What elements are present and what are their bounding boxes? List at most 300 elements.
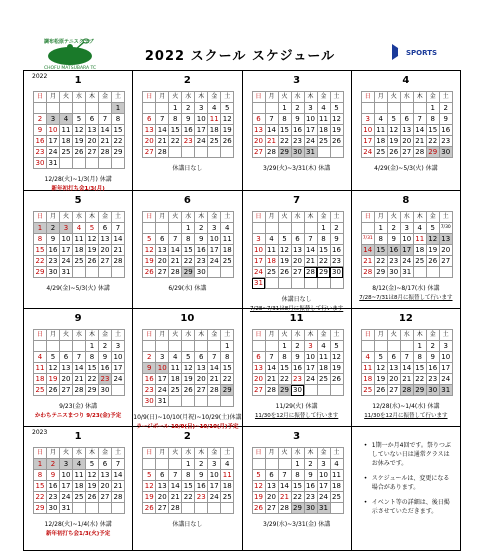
month-calendar <box>252 91 344 158</box>
weekday-header: 日 <box>34 92 47 103</box>
day-cell <box>278 278 291 289</box>
day-cell: 12 <box>182 363 195 374</box>
weekday-header-row <box>361 212 452 223</box>
day-cell: 7 <box>265 114 278 125</box>
month-note: 7/28~7/31は8月に振替して行います <box>359 295 453 301</box>
day-cell <box>182 396 195 407</box>
day-cell: 27 <box>99 492 112 503</box>
weekday-header: 土 <box>330 92 343 103</box>
day-cell: 25 <box>169 385 182 396</box>
month-calendar <box>252 211 344 289</box>
weekday-header: 月 <box>47 448 60 459</box>
day-cell <box>252 459 265 470</box>
day-cell: 18 <box>73 481 86 492</box>
day-cell: 23 <box>330 256 343 267</box>
month-calendar <box>142 211 234 278</box>
weekday-header: 土 <box>112 92 125 103</box>
weekday-header: 月 <box>47 92 60 103</box>
day-cell <box>330 385 343 396</box>
weekday-header: 土 <box>439 92 452 103</box>
weekday-header: 火 <box>278 448 291 459</box>
day-cell <box>143 459 156 470</box>
day-cell: 22 <box>182 256 195 267</box>
day-cell: 24 <box>156 385 169 396</box>
day-cell: 28 <box>169 503 182 514</box>
week-row <box>34 341 125 352</box>
month-note: 12/28(火)~1/4(水) 休講 <box>44 521 112 528</box>
day-cell <box>195 396 208 407</box>
day-cell: 14 <box>361 245 374 256</box>
week-row <box>361 234 452 245</box>
day-cell: 13 <box>99 470 112 481</box>
day-cell: 20 <box>156 256 169 267</box>
day-cell <box>426 267 439 278</box>
week-row <box>252 278 343 289</box>
day-cell: 5 <box>73 114 86 125</box>
day-cell: 23 <box>291 136 304 147</box>
day-cell: 2 <box>291 103 304 114</box>
day-cell: 20 <box>291 256 304 267</box>
day-cell: 13 <box>291 245 304 256</box>
day-cell: 14 <box>265 363 278 374</box>
day-cell: 5 <box>387 114 400 125</box>
day-cell: 8 <box>169 114 182 125</box>
day-cell: 27 <box>143 147 156 158</box>
day-cell: 10 <box>60 234 73 245</box>
day-cell: 10 <box>252 245 265 256</box>
week-row <box>34 256 125 267</box>
day-cell: 4 <box>169 352 182 363</box>
day-cell: 19 <box>47 374 60 385</box>
day-cell: 13 <box>252 125 265 136</box>
day-cell <box>265 278 278 289</box>
day-cell: 27 <box>387 385 400 396</box>
day-cell: 10 <box>60 470 73 481</box>
month-note: 11/30を12月に振替して行います <box>254 413 339 419</box>
week-row <box>143 267 234 278</box>
day-cell: 2 <box>439 103 452 114</box>
day-cell: 19 <box>387 136 400 147</box>
weekday-header: 日 <box>361 330 374 341</box>
day-cell: 2 <box>47 459 60 470</box>
day-cell: 5 <box>182 352 195 363</box>
day-cell: 23 <box>387 256 400 267</box>
day-cell: 30 <box>304 503 317 514</box>
day-cell: 13 <box>86 125 99 136</box>
day-cell: 16 <box>426 363 439 374</box>
day-cell: 5 <box>426 223 439 234</box>
month-cell <box>133 309 242 430</box>
day-cell: 24 <box>304 136 317 147</box>
day-cell: 20 <box>265 492 278 503</box>
day-cell <box>400 341 413 352</box>
day-cell: 3 <box>47 114 60 125</box>
day-cell: 10 <box>317 470 330 481</box>
weekday-header: 火 <box>169 330 182 341</box>
month-calendar <box>33 91 125 169</box>
day-cell <box>99 503 112 514</box>
day-cell <box>374 103 387 114</box>
day-cell: 21 <box>99 136 112 147</box>
day-cell: 4 <box>361 352 374 363</box>
month-cell <box>133 191 242 309</box>
day-cell: 11 <box>265 245 278 256</box>
day-cell: 21 <box>156 136 169 147</box>
day-cell: 1 <box>278 341 291 352</box>
day-cell: 22 <box>34 256 47 267</box>
day-cell: 16 <box>47 245 60 256</box>
day-cell: 31 <box>439 385 452 396</box>
day-cell: 3 <box>195 103 208 114</box>
day-cell <box>112 158 125 169</box>
month-label: 9 <box>74 313 82 324</box>
day-cell: 12 <box>278 245 291 256</box>
day-cell: 12 <box>330 352 343 363</box>
day-cell: 12 <box>143 481 156 492</box>
day-cell: 7 <box>112 459 125 470</box>
day-cell: 18 <box>317 363 330 374</box>
weekday-header: 土 <box>439 330 452 341</box>
day-cell: 9 <box>291 114 304 125</box>
month-cell <box>24 191 133 309</box>
weekday-header: 日 <box>361 212 374 223</box>
month-note: 休講日なし <box>281 296 312 303</box>
weekday-header: 水 <box>400 330 413 341</box>
month-label: 4 <box>402 75 410 86</box>
week-row <box>143 396 234 407</box>
day-cell: 11 <box>221 470 234 481</box>
day-cell: 6 <box>156 234 169 245</box>
weekday-header: 月 <box>156 92 169 103</box>
day-cell: 15 <box>34 245 47 256</box>
day-cell: 1 <box>169 103 182 114</box>
day-cell: 10 <box>304 352 317 363</box>
day-cell: 5 <box>330 341 343 352</box>
month-calendar <box>142 91 234 158</box>
day-cell: 19 <box>143 256 156 267</box>
day-cell: 26 <box>330 136 343 147</box>
day-cell: 14 <box>169 245 182 256</box>
day-cell <box>361 103 374 114</box>
weekday-header: 日 <box>34 330 47 341</box>
weekday-header: 日 <box>252 92 265 103</box>
weekday-header: 金 <box>99 448 112 459</box>
day-cell <box>99 158 112 169</box>
day-cell: 6 <box>252 114 265 125</box>
week-row <box>252 352 343 363</box>
month-cell <box>352 309 461 427</box>
weekday-header: 火 <box>169 448 182 459</box>
month-label: 12 <box>398 313 413 324</box>
day-cell <box>208 267 221 278</box>
day-cell <box>221 147 234 158</box>
day-cell: 11 <box>73 470 86 481</box>
weekday-header-row <box>34 448 125 459</box>
day-cell: 19 <box>221 125 234 136</box>
day-cell: 6 <box>60 352 73 363</box>
day-cell: 30 <box>47 503 60 514</box>
day-cell: 10 <box>112 352 125 363</box>
day-cell: 6 <box>86 114 99 125</box>
day-cell <box>34 341 47 352</box>
day-cell: 24 <box>47 147 60 158</box>
day-cell: 17 <box>195 125 208 136</box>
month-label: 10 <box>180 313 195 324</box>
day-cell: 27 <box>252 385 265 396</box>
bullet-icon: • <box>363 475 368 482</box>
day-cell: 7/30 <box>439 223 452 234</box>
day-cell: 25 <box>60 147 73 158</box>
week-row <box>143 223 234 234</box>
day-cell: 28 <box>112 256 125 267</box>
day-cell: 8 <box>278 114 291 125</box>
week-row <box>252 363 343 374</box>
day-cell: 23 <box>143 385 156 396</box>
day-cell: 7 <box>73 352 86 363</box>
day-cell: 30 <box>291 147 304 158</box>
day-cell: 3 <box>361 114 374 125</box>
day-cell <box>374 341 387 352</box>
day-cell: 14 <box>278 481 291 492</box>
week-row <box>252 341 343 352</box>
weekday-header: 火 <box>278 92 291 103</box>
day-cell: 13 <box>252 363 265 374</box>
day-cell: 26 <box>374 385 387 396</box>
bullet-icon: • <box>363 442 368 449</box>
week-row <box>34 125 125 136</box>
week-row <box>34 374 125 385</box>
day-cell: 15 <box>182 481 195 492</box>
day-cell <box>156 341 169 352</box>
day-cell: 19 <box>426 245 439 256</box>
weekday-header: 金 <box>426 330 439 341</box>
day-cell: 28 <box>99 147 112 158</box>
day-cell <box>99 267 112 278</box>
day-cell: 15 <box>221 363 234 374</box>
day-cell: 4 <box>221 459 234 470</box>
month-cell <box>352 71 461 191</box>
weekday-header: 土 <box>439 212 452 223</box>
day-cell: 2 <box>47 223 60 234</box>
day-cell: 9 <box>47 470 60 481</box>
week-row <box>143 374 234 385</box>
week-row <box>252 234 343 245</box>
day-cell: 2 <box>291 341 304 352</box>
day-cell: 6 <box>99 223 112 234</box>
day-cell <box>413 103 426 114</box>
day-cell <box>208 396 221 407</box>
day-cell: 4 <box>330 459 343 470</box>
day-cell: 20 <box>400 136 413 147</box>
day-cell: 26 <box>426 256 439 267</box>
day-cell: 1 <box>34 459 47 470</box>
day-cell: 17 <box>60 481 73 492</box>
week-row <box>361 385 452 396</box>
day-cell: 25 <box>317 136 330 147</box>
day-cell: 29 <box>413 385 426 396</box>
day-cell: 24 <box>400 256 413 267</box>
calendar-row-3 <box>24 309 461 430</box>
day-cell: 23 <box>426 374 439 385</box>
weekday-header: 水 <box>400 92 413 103</box>
weekday-header: 土 <box>112 212 125 223</box>
day-cell: 9 <box>195 234 208 245</box>
week-row <box>361 245 452 256</box>
week-row <box>143 136 234 147</box>
info-text: スケジュールは、変更になる場合があります。 <box>371 475 450 491</box>
day-cell: 7/31 <box>361 234 374 245</box>
day-cell: 6 <box>400 114 413 125</box>
day-cell: 13 <box>99 234 112 245</box>
day-cell: 16 <box>34 136 47 147</box>
day-cell: 9 <box>426 352 439 363</box>
day-cell: 31 <box>400 267 413 278</box>
day-cell: 4 <box>413 223 426 234</box>
day-cell: 21 <box>361 256 374 267</box>
day-cell: 22 <box>374 256 387 267</box>
week-row <box>34 481 125 492</box>
day-cell: 22 <box>278 136 291 147</box>
month-cell <box>24 427 133 551</box>
week-row <box>34 147 125 158</box>
month-cell <box>352 191 461 309</box>
day-cell <box>86 158 99 169</box>
day-cell <box>156 459 169 470</box>
day-cell: 7 <box>208 352 221 363</box>
week-row <box>361 136 452 147</box>
day-cell: 5 <box>47 352 60 363</box>
day-cell: 17 <box>400 245 413 256</box>
day-cell: 19 <box>252 492 265 503</box>
day-cell: 15 <box>426 125 439 136</box>
weekday-header-row <box>34 330 125 341</box>
month-cell <box>133 71 242 191</box>
month-calendar <box>33 447 125 514</box>
day-cell: 29 <box>278 385 291 396</box>
day-cell: 5 <box>86 223 99 234</box>
day-cell: 7 <box>413 114 426 125</box>
month-calendar <box>142 329 234 407</box>
weekday-header: 木 <box>195 330 208 341</box>
day-cell: 17 <box>47 136 60 147</box>
day-cell: 13 <box>60 363 73 374</box>
week-row <box>34 385 125 396</box>
day-cell: 24 <box>195 136 208 147</box>
weekday-header: 火 <box>278 212 291 223</box>
week-row <box>34 114 125 125</box>
weekday-header: 木 <box>413 92 426 103</box>
day-cell: 20 <box>252 136 265 147</box>
day-cell: 29 <box>291 503 304 514</box>
week-row <box>361 223 452 234</box>
weekday-header: 水 <box>73 330 86 341</box>
day-cell: 18 <box>361 374 374 385</box>
day-cell: 20 <box>99 481 112 492</box>
sports-brand-icon <box>390 40 440 64</box>
day-cell <box>73 158 86 169</box>
day-cell: 25 <box>73 492 86 503</box>
bullet-icon: • <box>363 499 368 506</box>
day-cell: 11 <box>361 363 374 374</box>
day-cell: 21 <box>265 136 278 147</box>
month-note: 3/29(火)~3/31(木) 休講 <box>263 165 331 172</box>
weekday-header: 木 <box>304 330 317 341</box>
day-cell: 17 <box>112 363 125 374</box>
day-cell: 31 <box>156 396 169 407</box>
day-cell: 25 <box>221 492 234 503</box>
day-cell: 28 <box>265 147 278 158</box>
day-cell: 26 <box>252 503 265 514</box>
day-cell: 13 <box>156 245 169 256</box>
day-cell: 9 <box>330 234 343 245</box>
weekday-header: 水 <box>182 92 195 103</box>
day-cell: 15 <box>182 245 195 256</box>
week-row <box>252 125 343 136</box>
day-cell <box>143 341 156 352</box>
day-cell <box>112 267 125 278</box>
day-cell: 30 <box>439 147 452 158</box>
day-cell <box>169 459 182 470</box>
weekday-header: 火 <box>60 212 73 223</box>
day-cell: 22 <box>317 256 330 267</box>
week-row <box>143 147 234 158</box>
day-cell: 2 <box>99 341 112 352</box>
weekday-header: 金 <box>426 212 439 223</box>
day-cell: 28 <box>112 492 125 503</box>
day-cell <box>156 103 169 114</box>
week-row <box>361 341 452 352</box>
day-cell: 3 <box>304 341 317 352</box>
weekday-header: 日 <box>252 212 265 223</box>
day-cell: 13 <box>400 125 413 136</box>
day-cell <box>278 459 291 470</box>
week-row <box>361 374 452 385</box>
info-text: 1期一か月4回です。祭りつぶしていない日は通常クラスはお休みです。 <box>371 442 451 467</box>
day-cell: 1 <box>317 223 330 234</box>
club-logo-bottom-text: CHOFU MATSUBARA TC <box>44 66 97 71</box>
day-cell <box>330 147 343 158</box>
day-cell <box>413 267 426 278</box>
day-cell: 26 <box>47 385 60 396</box>
day-cell: 30 <box>387 267 400 278</box>
weekday-header: 金 <box>99 92 112 103</box>
month-cell <box>243 427 352 551</box>
day-cell <box>112 503 125 514</box>
calendar-row-2 <box>24 191 461 312</box>
day-cell: 12 <box>330 114 343 125</box>
day-cell: 18 <box>221 245 234 256</box>
day-cell: 18 <box>317 125 330 136</box>
day-cell <box>291 223 304 234</box>
day-cell: 9 <box>99 352 112 363</box>
weekday-header: 土 <box>330 330 343 341</box>
day-cell <box>195 503 208 514</box>
weekday-header: 月 <box>47 330 60 341</box>
day-cell: 14 <box>400 363 413 374</box>
day-cell: 21 <box>265 374 278 385</box>
day-cell: 27 <box>60 385 73 396</box>
week-row <box>34 234 125 245</box>
day-cell: 5 <box>86 459 99 470</box>
day-cell: 17 <box>208 481 221 492</box>
day-cell: 20 <box>387 374 400 385</box>
day-cell: 14 <box>112 234 125 245</box>
day-cell: 5 <box>221 103 234 114</box>
day-cell <box>265 223 278 234</box>
day-cell: 25 <box>413 256 426 267</box>
day-cell: 14 <box>265 125 278 136</box>
weekday-header: 木 <box>86 448 99 459</box>
